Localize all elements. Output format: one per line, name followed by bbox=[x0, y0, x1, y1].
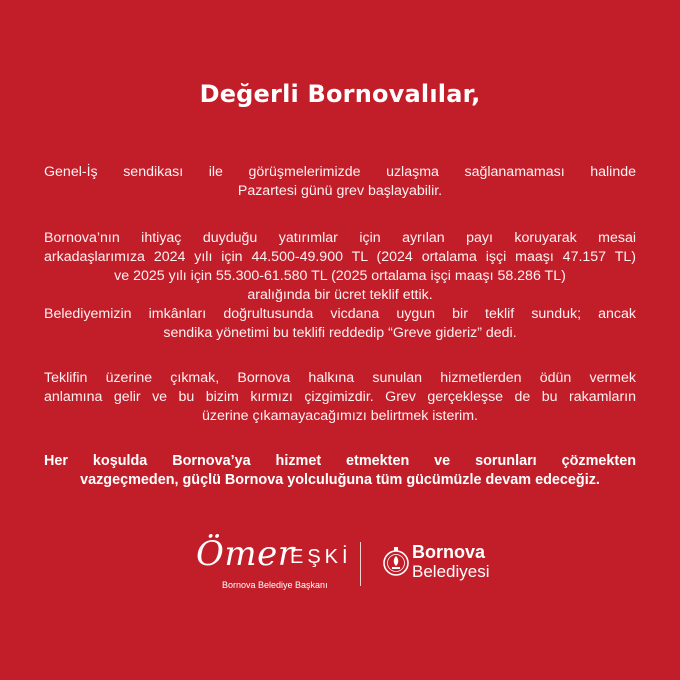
text-line: Teklifin üzerine çıkmak, Bornova halkına sunulan hizmetlerden ödün vermek bbox=[44, 370, 636, 386]
text-line: aralığında bir ücret teklif ettik. bbox=[247, 287, 433, 303]
text-line: arkadaşlarımıza 2024 yılı için 44.500-49.900 TL (2024 ortalama işçi maaşı 47.157 TL) bbox=[44, 249, 636, 265]
municipality-seal-icon bbox=[383, 544, 409, 582]
paragraph-closing-statement bbox=[44, 452, 636, 490]
logo-subtitle: Belediyesi bbox=[412, 562, 490, 581]
text-line: vazgeçmeden, güçlü Bornova yolculuğuna tüm gücümüzle devam edeceğiz. bbox=[80, 472, 600, 488]
text-line: sendika yönetimi bu teklifi reddedip “Greve gideriz” dedi. bbox=[163, 325, 517, 341]
signature-role: Bornova Belediye Başkanı bbox=[222, 580, 328, 590]
text-line: Genel-İş sendikası ile görüşmelerimizde uzlaşma sağlanamaması halinde bbox=[44, 164, 636, 180]
paragraph-salary-offer bbox=[44, 229, 636, 343]
text-line: Her koşulda Bornova’ya hizmet etmekten ve sorunları çözmekten bbox=[44, 453, 636, 469]
text-line: üzerine çıkamayacağımızı belirtmek isterim. bbox=[202, 408, 478, 424]
paragraph-red-line bbox=[44, 369, 636, 426]
text-line: ve 2025 yılı için 55.300-61.580 TL (2025 ortalama işçi maaşı 58.286 TL) bbox=[114, 268, 566, 284]
logo-name: Bornova bbox=[412, 542, 486, 562]
text-line: anlamına gelir ve bu bizim kırmızı çizgimizdir. Grev gerçekleşse de bu rakamların bbox=[44, 389, 636, 405]
text-line: Bornova’nın ihtiyaç duyduğu yatırımlar için ayrılan payı koruyarak mesai bbox=[44, 230, 636, 246]
page-title: Değerli Bornovalılar, bbox=[199, 80, 481, 108]
paragraph-strike-warning bbox=[44, 163, 636, 201]
text-line: Belediyemizin imkânları doğrultusunda vicdana uygun bir teklif sunduk; ancak bbox=[44, 306, 636, 322]
signature-first-name: Ömer bbox=[196, 534, 295, 574]
text-line: Pazartesi günü grev başlayabilir. bbox=[237, 183, 443, 199]
footer bbox=[0, 530, 680, 600]
footer-divider bbox=[360, 542, 361, 586]
signature-last-name: EŞKİ bbox=[290, 546, 352, 568]
